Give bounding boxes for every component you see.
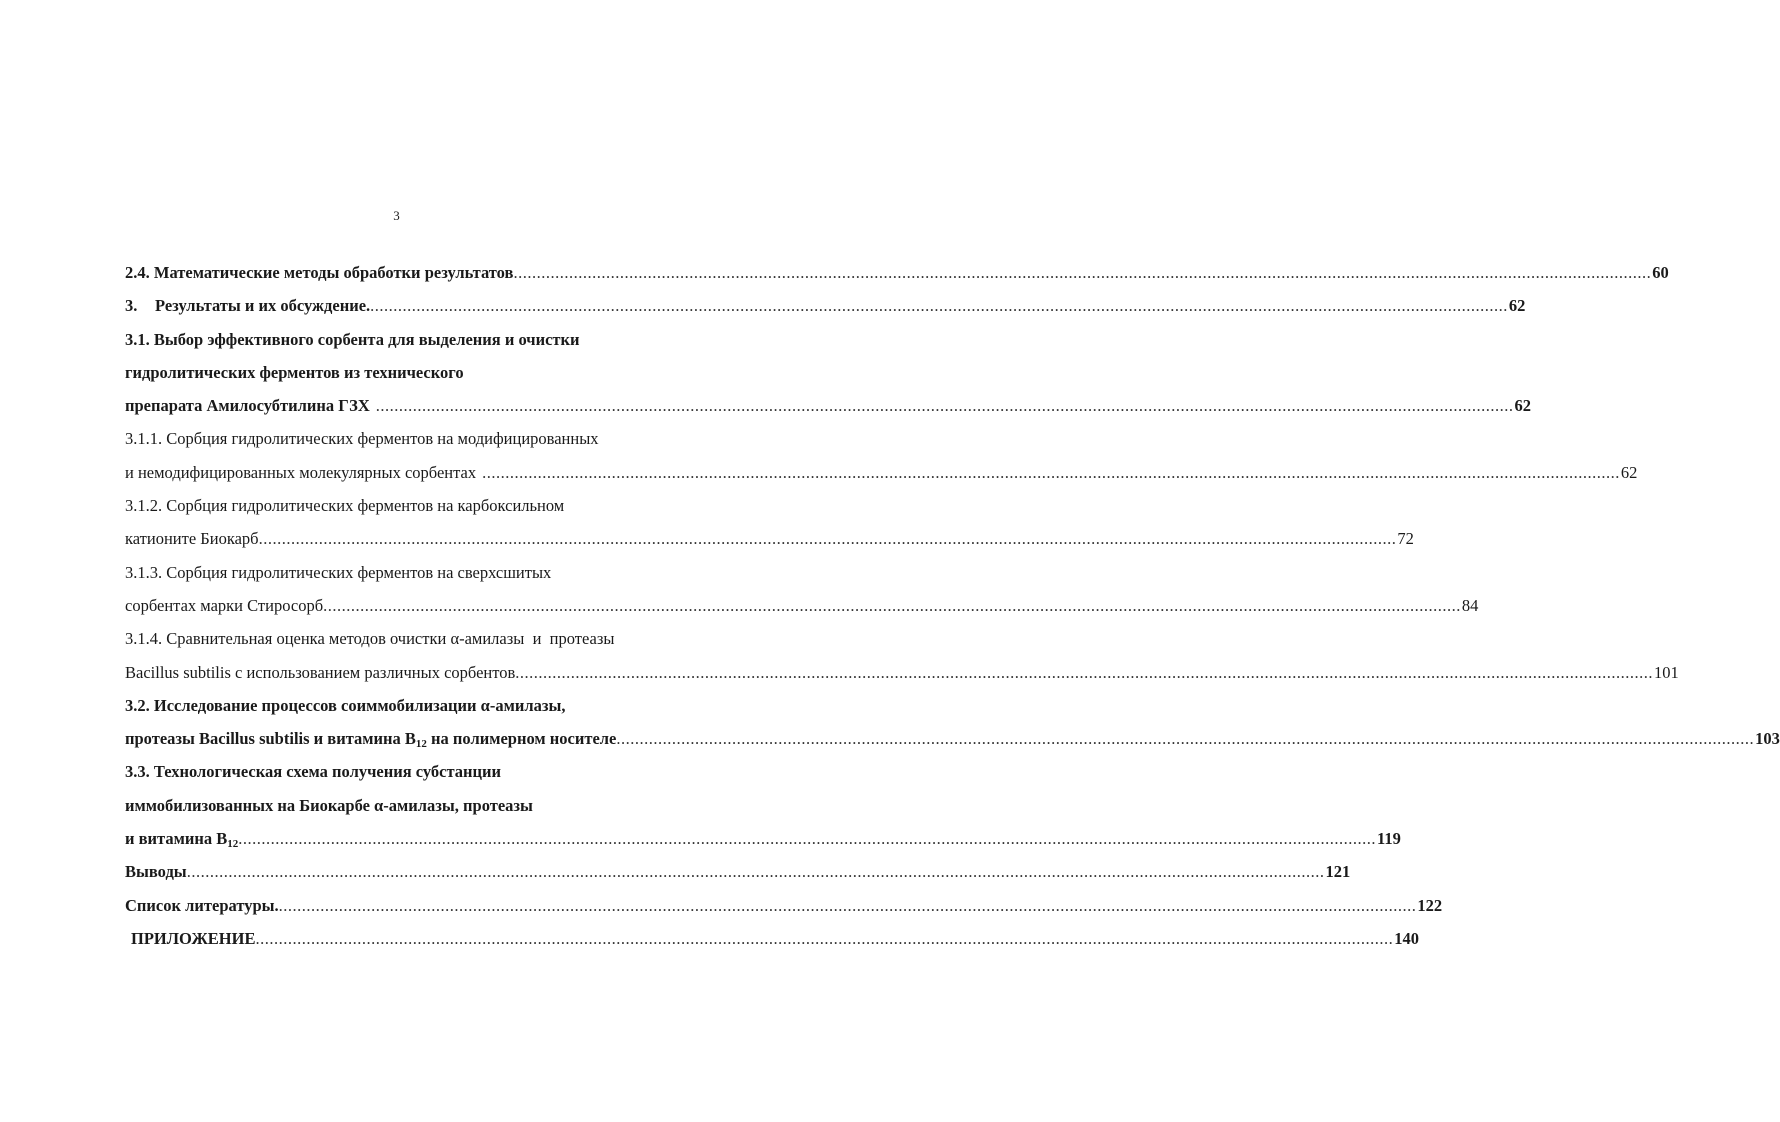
toc-entry-3-1-4-line1[interactable] bbox=[125, 622, 745, 655]
toc-entry-title: 3.1.3. Сорбция гидролитических ферментов на сверхсшитых bbox=[125, 562, 552, 582]
toc-entry-page: 122 bbox=[1417, 895, 1443, 915]
leader-dots: ...................................................................................................................................................................................................................................................... bbox=[375, 396, 1514, 416]
toc-entry-3[interactable] bbox=[125, 289, 1526, 322]
toc-entry-title: ПРИЛОЖЕНИЕ bbox=[131, 928, 256, 948]
toc-entry-title: 2.4. Математические методы обработки результатов bbox=[125, 263, 514, 282]
toc-entry-title-part: на полимерном носителе bbox=[426, 729, 617, 749]
leader-dots: ...................................................................................................................................................................................................................................................... bbox=[255, 928, 1394, 948]
toc-entry-3-1-1-line2[interactable] bbox=[125, 456, 1638, 489]
toc-entry-3-2-line1[interactable] bbox=[125, 689, 745, 722]
toc-entry-page: 140 bbox=[1394, 928, 1419, 948]
toc-entry-title: гидролитических ферментов из технического bbox=[125, 362, 464, 382]
toc-entry-page: 103 bbox=[1755, 729, 1780, 749]
toc-entry-page: 121 bbox=[1325, 862, 1351, 882]
table-of-contents bbox=[125, 256, 1780, 955]
toc-entry-title: и немодифицированных молекулярных сорбентах bbox=[125, 462, 477, 482]
toc-entry-title bbox=[125, 722, 616, 755]
toc-entry-title: катионите Биокарб bbox=[125, 529, 259, 549]
toc-entry-title: сорбентах марки Стиросорб bbox=[125, 595, 324, 615]
leader-dots: ...................................................................................................................................................................................................................................................... bbox=[515, 662, 1654, 682]
toc-entry-3-1-line2[interactable] bbox=[125, 356, 745, 389]
subscript: 12 bbox=[227, 838, 239, 851]
leader-dots: ...................................................................................................................................................................................................................................................... bbox=[482, 462, 1620, 482]
toc-entry-title bbox=[125, 822, 238, 855]
toc-entry-title bbox=[125, 289, 370, 322]
toc-entry-3-1-2-line1[interactable] bbox=[125, 489, 745, 522]
toc-entry-title: 3.3. Технологическая схема получения субстанции bbox=[125, 762, 502, 782]
toc-entry-page: 62 bbox=[1620, 462, 1638, 482]
toc-entry-3-1-line1[interactable] bbox=[125, 323, 745, 356]
leader-dots: ...................................................................................................................................................................................................................................................... bbox=[278, 895, 1417, 915]
page-number: 3 bbox=[393, 208, 400, 223]
toc-entry-title: 3.1.2. Сорбция гидролитических ферментов на карбоксильном bbox=[125, 496, 565, 516]
leader-dots: ...................................................................................................................................................................................................................................................... bbox=[513, 263, 1652, 282]
toc-entry-3-2-line2[interactable] bbox=[125, 722, 1780, 755]
toc-entry-title: Выводы bbox=[125, 862, 187, 882]
leader-dots: ...................................................................................................................................................................................................................................................... bbox=[186, 862, 1325, 882]
toc-entry-title: Bacillus subtilis с использованием различных сорбентов bbox=[125, 662, 516, 682]
toc-entry-2-4[interactable] bbox=[125, 256, 1669, 289]
toc-entry-title: 3.1.1. Сорбция гидролитических ферментов на модифицированных bbox=[125, 429, 599, 449]
toc-entry-page: 62 bbox=[1514, 396, 1532, 416]
toc-entry-3-1-3-line1[interactable] bbox=[125, 556, 745, 589]
toc-entry-title: 3.1. Выбор эффективного сорбента для выделения и очистки bbox=[125, 329, 580, 349]
leader-dots: ...................................................................................................................................................................................................................................................... bbox=[238, 829, 1376, 849]
toc-entry-3-3-line3[interactable] bbox=[125, 822, 1401, 855]
toc-entry-page: 84 bbox=[1461, 595, 1479, 615]
toc-entry-references[interactable] bbox=[125, 889, 1443, 922]
toc-entry-title: Список литературы. bbox=[125, 895, 279, 915]
toc-entry-3-1-4-line2[interactable] bbox=[125, 656, 1679, 689]
toc-entry-3-1-2-line2[interactable] bbox=[125, 522, 1414, 555]
toc-entry-conclusions[interactable] bbox=[125, 855, 1351, 888]
toc-entry-page: 101 bbox=[1654, 662, 1679, 682]
toc-entry-page: 72 bbox=[1397, 529, 1414, 549]
toc-entry-3-1-line3[interactable] bbox=[125, 389, 1532, 422]
leader-dots: ...................................................................................................................................................................................................................................................... bbox=[258, 529, 1397, 549]
leader-dots: ...................................................................................................................................................................................................................................................... bbox=[370, 296, 1508, 316]
toc-entry-title: 3.2. Исследование процессов соиммобилизации α-амилазы, bbox=[125, 695, 566, 715]
leader-dots: ...................................................................................................................................................................................................................................................... bbox=[323, 595, 1461, 615]
toc-entry-page: 60 bbox=[1652, 263, 1669, 282]
toc-entry-title-part: и витамина B bbox=[125, 829, 228, 849]
toc-entry-3-1-1-line1[interactable] bbox=[125, 422, 745, 455]
toc-entry-3-1-3-line2[interactable] bbox=[125, 589, 1479, 622]
toc-entry-3-3-line1[interactable] bbox=[125, 755, 745, 788]
toc-entry-title-part: протеазы Bacillus subtilis и витамина B bbox=[125, 729, 416, 749]
subscript: 12 bbox=[415, 738, 427, 751]
toc-entry-page: 119 bbox=[1377, 829, 1401, 849]
toc-entry-number: 3. bbox=[125, 296, 138, 316]
toc-entry-appendix[interactable] bbox=[125, 922, 1419, 955]
leader-dots: ...................................................................................................................................................................................................................................................... bbox=[616, 729, 1755, 749]
toc-entry-3-3-line2[interactable] bbox=[125, 789, 745, 822]
toc-entry-title: иммобилизованных на Биокарбе α-амилазы, протеазы bbox=[125, 795, 533, 815]
toc-entry-label: Результаты и их обсуждение. bbox=[155, 296, 371, 316]
toc-entry-page: 62 bbox=[1508, 296, 1526, 316]
toc-entry-title: препарата Амилосубтилина ГЗХ bbox=[125, 396, 370, 416]
toc-entry-title: 3.1.4. Сравнительная оценка методов очистки α-амилазы и протеазы bbox=[125, 629, 615, 649]
